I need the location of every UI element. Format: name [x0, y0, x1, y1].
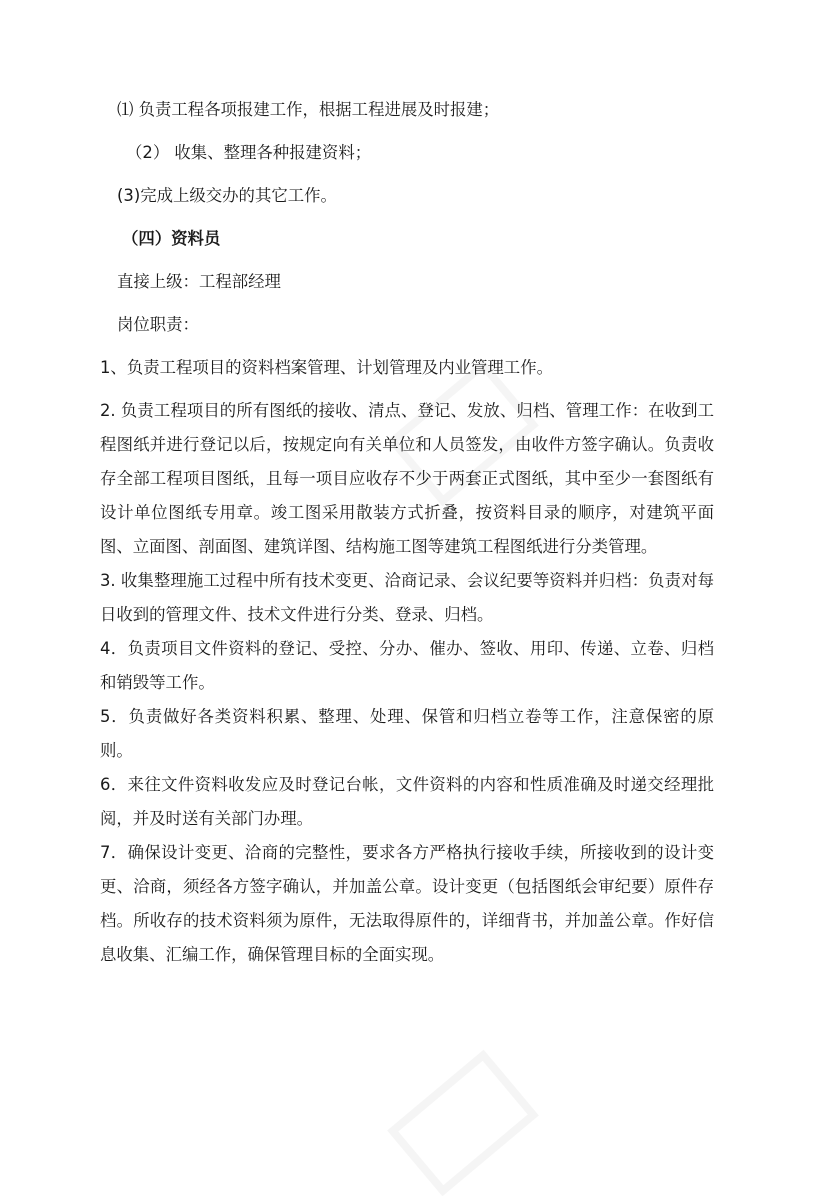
duty-7: 7．确保设计变更、洽商的完整性，要求各方严格执行接收手续，所接收到的设计变更、洽商，须经各方签字确认，并加盖公章。设计变更（包括图纸会审纪要）原件存档。所收存的技术资料须为原件，无法取得原件的，详细背书，并加盖公章。作好信息收集、汇编工作，确保管理目标的全面实现。: [100, 843, 714, 964]
watermark: [387, 1050, 539, 1196]
paragraph-item-2: （2） 收集、整理各种报建资料；: [126, 143, 372, 162]
duties-label: 岗位职责：: [117, 315, 199, 334]
duty-1: 1、负责工程项目的资料档案管理、计划管理及内业管理工作。: [100, 358, 553, 377]
duty-4: 4．负责项目文件资料的登记、受控、分办、催办、签收、用印、传递、立卷、归档和销毁等工作。: [100, 639, 714, 692]
paragraph-item-1: ⑴ 负责工程各项报建工作，根据工程进展及时报建；: [117, 100, 500, 119]
duty-6: 6．来往文件资料收发应及时登记台帐，文件资料的内容和性质准确及时递交经理批阅，并及时送有关部门办理。: [100, 775, 714, 828]
duty-5: 5．负责做好各类资料积累、整理、处理、保管和归档立卷等工作，注意保密的原则。: [100, 707, 714, 760]
supervisor-line: 直接上级：工程部经理: [117, 272, 281, 291]
duty-3: 3. 收集整理施工过程中所有技术变更、洽商记录、会议纪要等资料并归档：负责对每日收到的管理文件、技术文件进行分类、登录、归档。: [100, 571, 714, 624]
duty-2: 2. 负责工程项目的所有图纸的接收、清点、登记、发放、归档、管理工作：在收到工程图纸并进行登记以后，按规定向有关单位和人员签发，由收件方签字确认。负责收存全部工程项目图纸，且每一项目应收存不少于两套正式图纸，其中至少一套图纸有设计单位图纸专用章。竣工图采用散装方式折叠，按资料目录的顺序，对建筑平面图、立面图、剖面图、建筑详图、结构施工图等建筑工程图纸进行分类管理。: [100, 401, 714, 556]
paragraph-item-3: (3)完成上级交办的其它工作。: [117, 186, 337, 205]
section-heading: （四）资料员: [122, 229, 221, 248]
